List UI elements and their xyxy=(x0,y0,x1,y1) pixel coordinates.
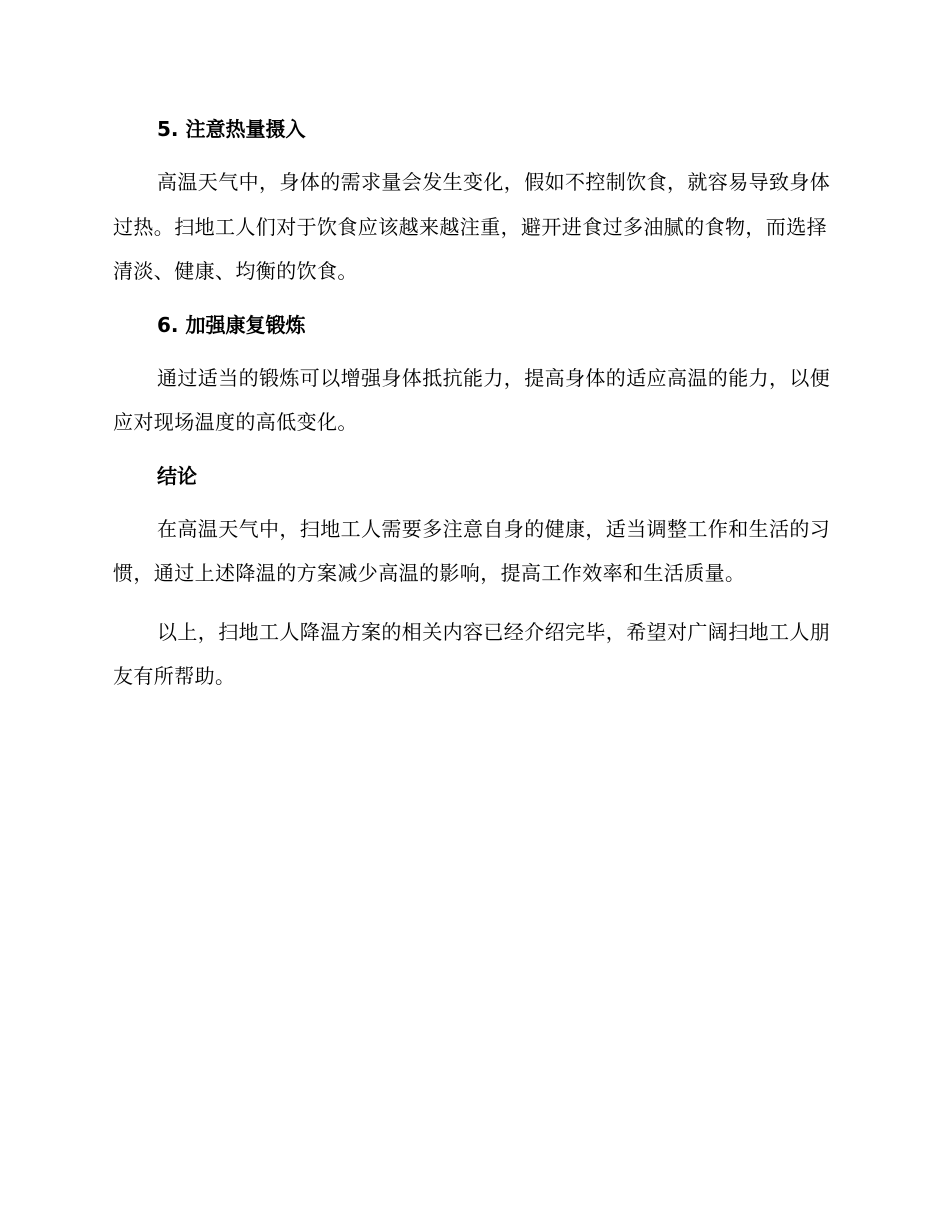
document-page xyxy=(113,112,837,713)
closing-paragraph: 以上，扫地工人降温方案的相关内容已经介绍完毕，希望对广阔扫地工人朋友有所帮助。 xyxy=(113,619,831,688)
section-heading-heat-intake: 5. 注意热量摄入 xyxy=(157,117,306,141)
section-paragraph-heat-intake: 高温天气中，身体的需求量会发生变化，假如不控制饮食，就容易导致身体过热。扫地工人们对于饮食应该越来越注重，避开进食过多油腻的食物，而选择清淡、健康、均衡的饮食。 xyxy=(113,170,831,283)
section-paragraph-conclusion: 在高温天气中，扫地工人需要多注意自身的健康，适当调整工作和生活的习惯，通过上述降温的方案减少高温的影响，提高工作效率和生活质量。 xyxy=(113,516,831,585)
section-paragraph-exercise: 通过适当的锻炼可以增强身体抵抗能力，提高身体的适应高温的能力，以便应对现场温度的高低变化。 xyxy=(113,365,831,434)
section-heading-conclusion: 结论 xyxy=(157,463,197,488)
section-heading-exercise: 6. 加强康复锻炼 xyxy=(157,312,306,337)
